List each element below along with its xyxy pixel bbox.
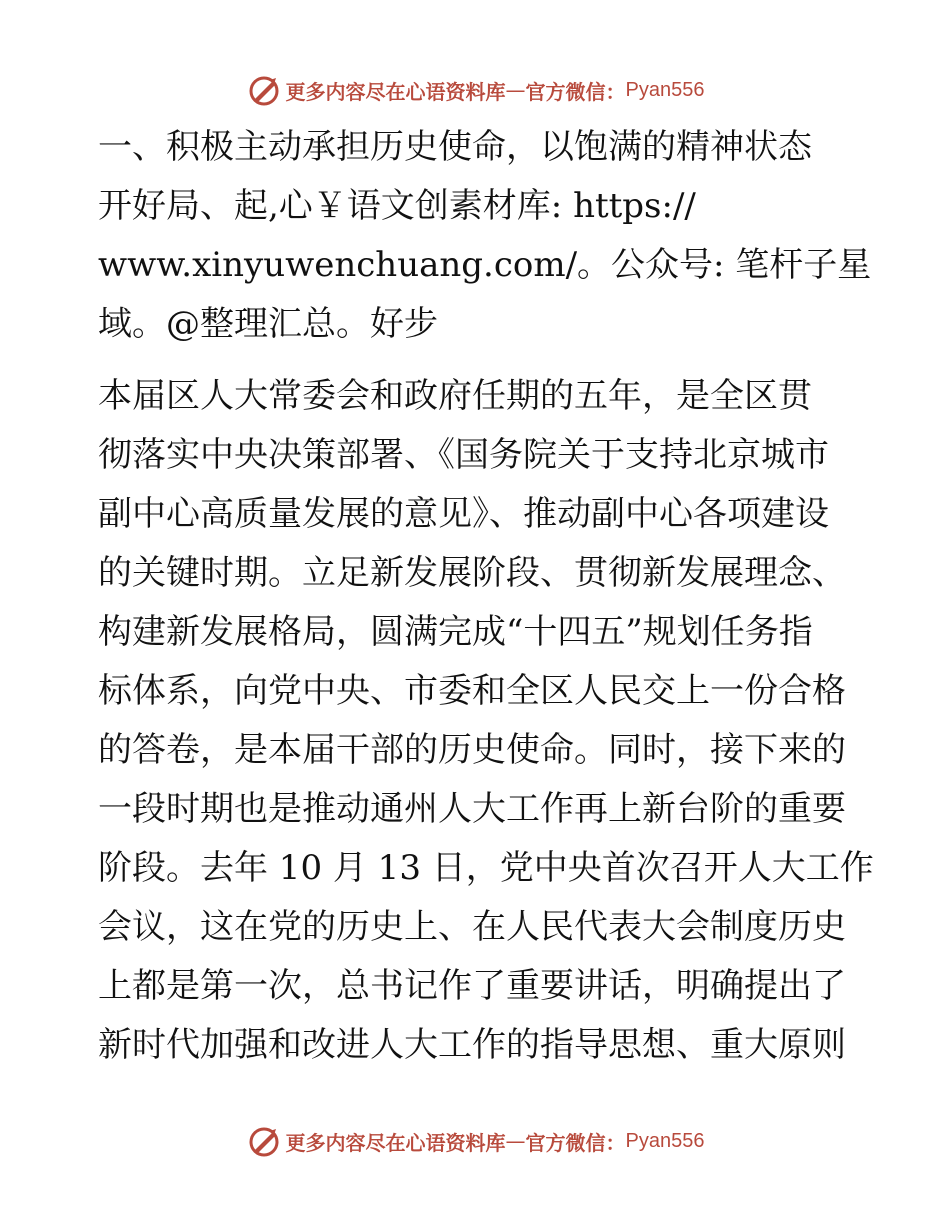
text-line: 副中心高质量发展的意见》、推动副中心各项建设	[98, 494, 829, 534]
text-line: 一段时期也是推动通州人大工作再上新台阶的重要	[98, 789, 846, 829]
banner-dash: —	[505, 78, 526, 102]
text-line: 的关键时期。立足新发展阶段、贯彻新发展理念、	[98, 553, 846, 593]
banner-wechat-label: 官方微信：	[525, 1130, 626, 1155]
banner-wechat-label: 官方微信：	[525, 79, 626, 104]
text-line: 的答卷，是本届干部的历史使命。同时，接下来的	[98, 730, 846, 770]
text-line: 标体系，向党中央、市委和全区人民交上一份合格	[98, 671, 846, 711]
text-line: www.xinyuwenchuang.com/。公众号: 笔杆子星	[98, 245, 872, 285]
text-line: 域。@整理汇总。好步	[98, 304, 438, 344]
paragraph-heading	[98, 118, 872, 354]
banner-wechat-id: Pyan556	[625, 78, 705, 101]
banner-wechat-id: Pyan556	[625, 1129, 705, 1152]
brand-logo-icon	[246, 72, 282, 108]
paragraph-body	[98, 367, 874, 1075]
banner-main-text: 更多内容尽在心语资料库	[285, 1130, 506, 1155]
footer-banner	[0, 1119, 950, 1163]
text-line: 彻落实中央决策部署、《国务院关于支持北京城市	[98, 435, 829, 475]
text-line: 构建新发展格局，圆满完成“十四五”规划任务指	[98, 612, 813, 652]
banner-dash: —	[505, 1129, 526, 1153]
header-banner	[0, 68, 950, 112]
text-line: 新时代加强和改进人大工作的指导思想、重大原则	[98, 1025, 846, 1065]
brand-logo-icon	[246, 1123, 282, 1159]
text-line: 上都是第一次，总书记作了重要讲话，明确提出了	[98, 966, 846, 1006]
text-line: 阶段。去年 10 月 13 日，党中央首次召开人大工作	[98, 848, 874, 888]
banner-main-text: 更多内容尽在心语资料库	[285, 79, 506, 104]
text-line: 开好局、起,心￥语文创素材库: https://	[98, 186, 696, 226]
text-line: 会议，这在党的历史上、在人民代表大会制度历史	[98, 907, 846, 947]
text-line: 本届区人大常委会和政府任期的五年，是全区贯	[98, 376, 812, 416]
text-line: 一、积极主动承担历史使命，以饱满的精神状态	[98, 127, 812, 167]
